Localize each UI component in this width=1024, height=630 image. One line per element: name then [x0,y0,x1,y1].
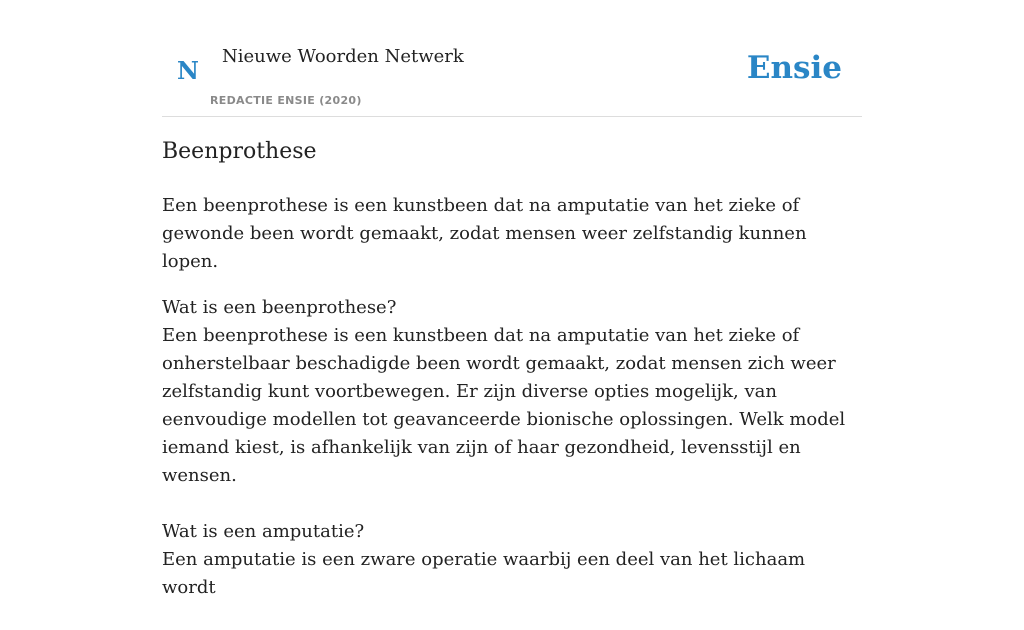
section-body: Een beenprothese is een kunstbeen dat na amputatie van het zieke of onherstelbaar beschadigde been wordt gemaakt, zodat mensen zich weer zelfstandig kunt voortbewegen. Er zijn diverse opties mogelijk, van eenvoudige modellen tot geavanceerde bionische oplossingen. Welk model iemand kiest, is afhankelijk van zijn of haar gezondheid, levensstijl en wensen. [162,325,846,486]
article-content [162,192,862,630]
page-title: Beenprothese [162,139,317,164]
section-wat-is-amputatie [162,518,862,602]
section-body: Een amputatie is een zware operatie waarbij een deel van het lichaam wordt [162,549,806,598]
section-heading: Wat is een beenprothese? [162,297,397,318]
intro-paragraph: Een beenprothese is een kunstbeen dat na amputatie van het zieke of gewonde been wordt gemaakt, zodat mensen weer zelfstandig kunnen lopen. [162,195,807,272]
site-logo-icon[interactable]: N [177,56,199,85]
author-byline: REDACTIE ENSIE (2020) [210,94,362,107]
section-wat-is-beenprothese [162,294,862,490]
header [162,0,862,117]
page-container [162,0,862,598]
ensie-brand-logo[interactable]: Ensie [746,50,842,86]
site-name-link[interactable]: Nieuwe Woorden Netwerk [222,46,464,67]
section-heading: Wat is een amputatie? [162,521,365,542]
